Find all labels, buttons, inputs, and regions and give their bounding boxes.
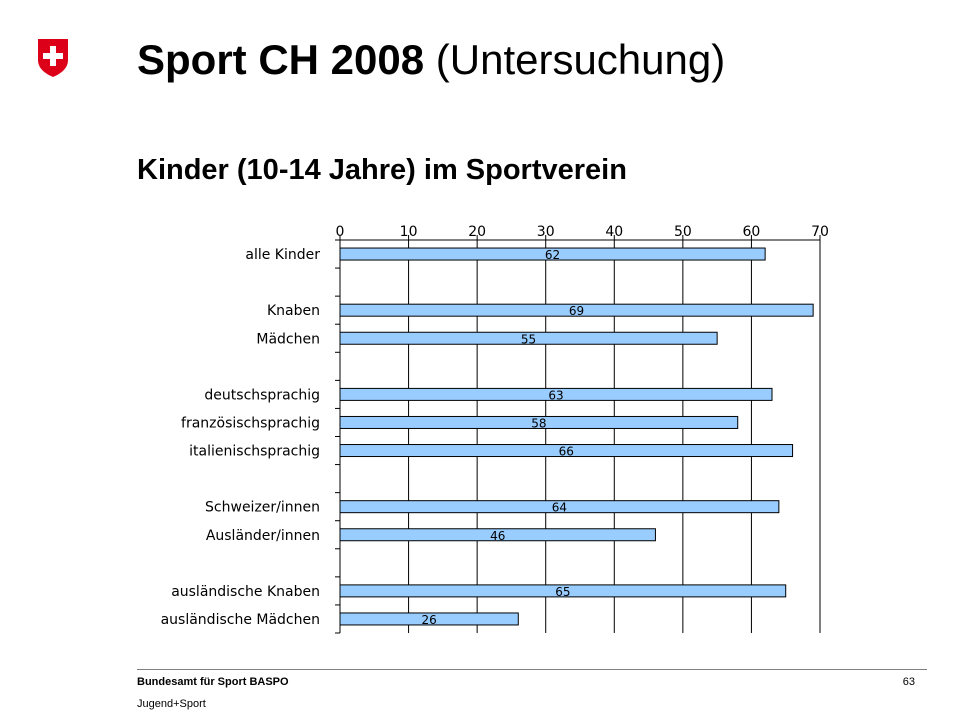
- data-label: 63: [548, 388, 564, 403]
- x-tick-label: 0: [335, 224, 345, 240]
- data-label: 69: [568, 304, 585, 319]
- category-label: Ausländer/innen: [205, 527, 320, 544]
- data-label: 64: [551, 500, 568, 515]
- category-label: französischsprachig: [181, 415, 320, 432]
- category-label: italienischsprachig: [189, 443, 320, 460]
- data-label: 46: [490, 528, 506, 543]
- x-tick-label: 10: [399, 224, 418, 240]
- x-tick-label: 70: [811, 224, 829, 240]
- data-label: 26: [421, 612, 437, 627]
- category-label: ausländische Knaben: [171, 583, 320, 600]
- category-label: Knaben: [266, 303, 320, 320]
- x-tick-label: 20: [468, 224, 487, 240]
- category-label: deutschsprachig: [204, 387, 320, 404]
- chart-title: Kinder (10-14 Jahre) im Sportverein: [137, 154, 627, 186]
- footer-subtitle: Jugend+Sport: [137, 698, 206, 710]
- data-label: 65: [555, 584, 571, 599]
- data-label: 66: [558, 444, 574, 459]
- category-label: Mädchen: [256, 331, 320, 348]
- page-number: 63: [902, 676, 915, 688]
- x-tick-label: 60: [742, 224, 761, 240]
- footer-organization: Bundesamt für Sport BASPO: [137, 676, 289, 688]
- page-title-bold: Sport CH 2008: [137, 36, 425, 83]
- category-label: ausländische Mädchen: [160, 611, 320, 628]
- x-tick-label: 30: [536, 224, 555, 240]
- x-tick-label: 50: [673, 224, 692, 240]
- data-label: 58: [531, 416, 547, 431]
- data-label: 62: [544, 248, 561, 263]
- x-tick-label: 40: [605, 224, 624, 240]
- page-title-rest: (Untersuchung): [424, 36, 726, 83]
- plot-area: [340, 240, 820, 633]
- data-label: 55: [520, 332, 537, 347]
- footer-divider: [137, 669, 927, 670]
- category-label: alle Kinder: [245, 247, 320, 264]
- category-label: Schweizer/innen: [205, 499, 320, 516]
